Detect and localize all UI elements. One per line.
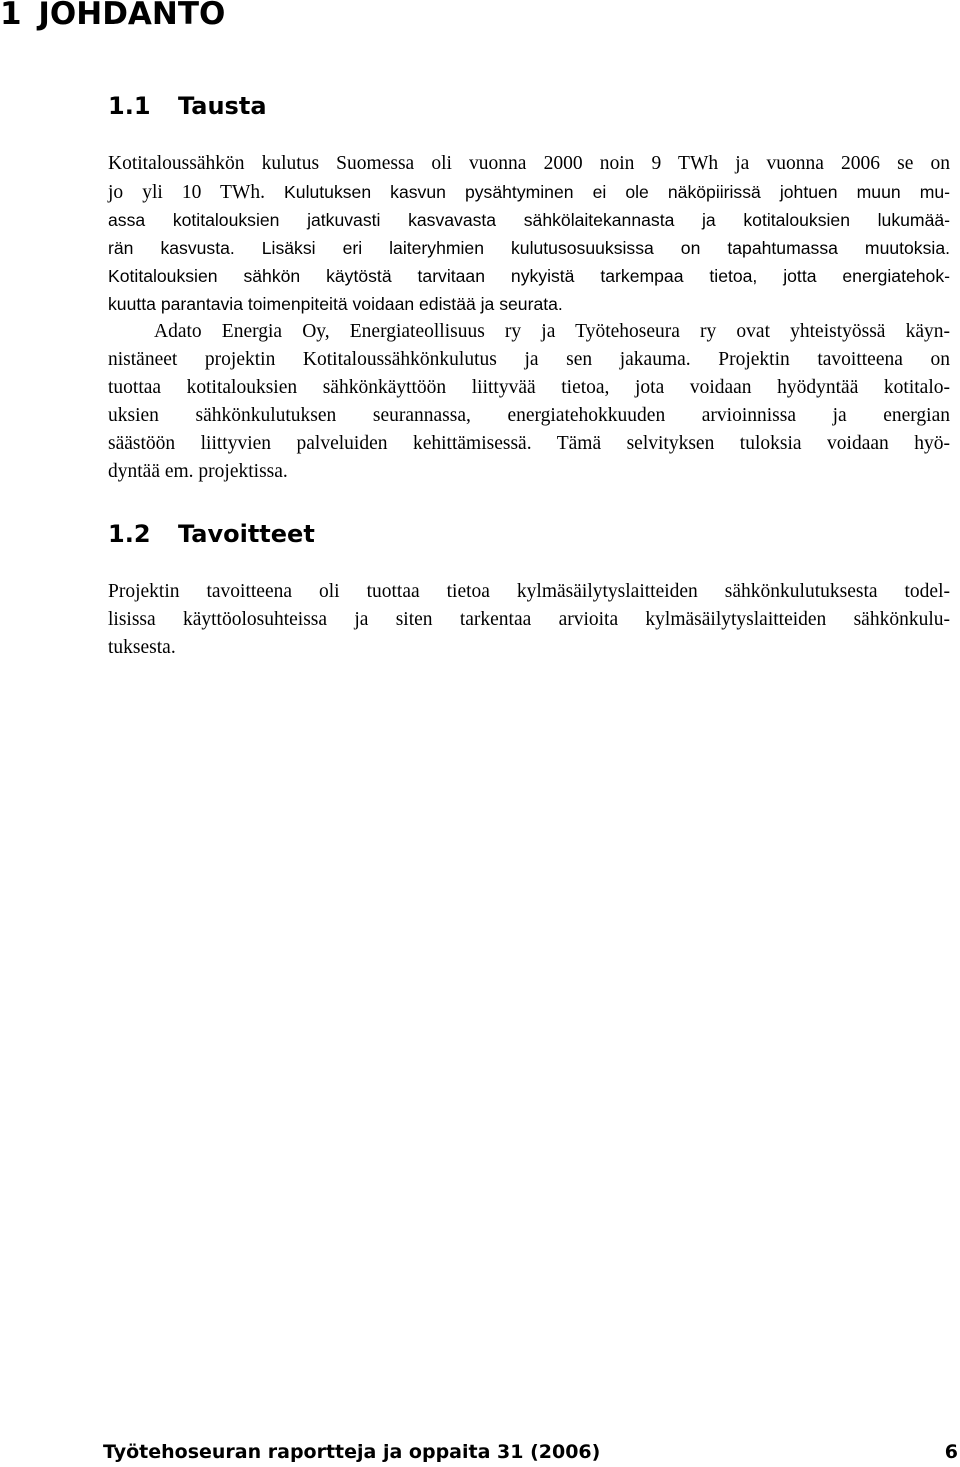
chapter-title: 1 JOHDANTO bbox=[0, 0, 226, 32]
section-number: 1.1 bbox=[108, 92, 151, 120]
paragraph-tausta-1 bbox=[108, 150, 950, 318]
paragraph-line: nistäneet projektin Kotitaloussähkönkulutus ja sen jakauma. Projektin tavoitteena on bbox=[108, 349, 950, 370]
paragraph-line: Adato Energia Oy, Energiateollisuus ry ja Työtehoseura ry ovat yhteistyössä käyn- bbox=[154, 321, 950, 342]
paragraph-line: uksien sähkönkulutuksen seurannassa, energiatehokkuuden arvioinnissa ja energian bbox=[108, 405, 950, 426]
paragraph-tavoitteet-1 bbox=[108, 578, 950, 662]
paragraph-line: tuksesta. bbox=[108, 637, 176, 658]
section-heading-tausta bbox=[108, 91, 267, 121]
text-run: Kulutuksen kasvun pysähtyminen ei ole näköpiirissä johtuen muun mu- bbox=[265, 182, 951, 202]
footer-publication: Työtehoseuran raportteja ja oppaita 31 (2006) bbox=[103, 1441, 601, 1463]
section-heading-tavoitteet bbox=[108, 519, 315, 549]
section-number: 1.2 bbox=[108, 520, 151, 548]
paragraph-line: kuutta parantavia toimenpiteitä voidaan edistää ja seurata. bbox=[108, 294, 563, 314]
paragraph-line: tuottaa kotitalouksien sähkönkäyttöön liittyvää tietoa, jota voidaan hyödyntää kotitalo- bbox=[108, 377, 950, 398]
paragraph-line: Projektin tavoitteena oli tuottaa tietoa kylmäsäilytyslaitteiden sähkönkulutuksesta todel- bbox=[108, 581, 950, 602]
page-footer bbox=[103, 1439, 958, 1465]
paragraph-line: lisissa käyttöolosuhteissa ja siten tarkentaa arvioita kylmäsäilytyslaitteiden sähkönkulu- bbox=[108, 609, 950, 630]
page-number: 6 bbox=[944, 1441, 958, 1463]
section-title: Tausta bbox=[178, 92, 267, 120]
paragraph-line: assa kotitalouksien jatkuvasti kasvavasta sähkölaitekannasta ja kotitalouksien lukumää- bbox=[108, 210, 950, 230]
text-run: jo yli 10 TWh. bbox=[108, 182, 265, 203]
paragraph-line: rän kasvusta. Lisäksi eri laiteryhmien kulutusosuuksissa on tapahtumassa muutoksia. bbox=[108, 238, 950, 258]
paragraph-line: Kotitaloussähkön kulutus Suomessa oli vuonna 2000 noin 9 TWh ja vuonna 2006 se on bbox=[108, 153, 950, 174]
paragraph-line: dyntää em. projektissa. bbox=[108, 461, 288, 482]
paragraph-line: säästöön liittyvien palveluiden kehittämisessä. Tämä selvityksen tuloksia voidaan hyö- bbox=[108, 433, 950, 454]
paragraph-line bbox=[108, 178, 950, 206]
paragraph-line: Kotitalouksien sähkön käytöstä tarvitaan nykyistä tarkempaa tietoa, jotta energiatehok- bbox=[108, 266, 950, 286]
paragraph-tausta-2 bbox=[108, 318, 950, 486]
section-title: Tavoitteet bbox=[178, 520, 315, 548]
